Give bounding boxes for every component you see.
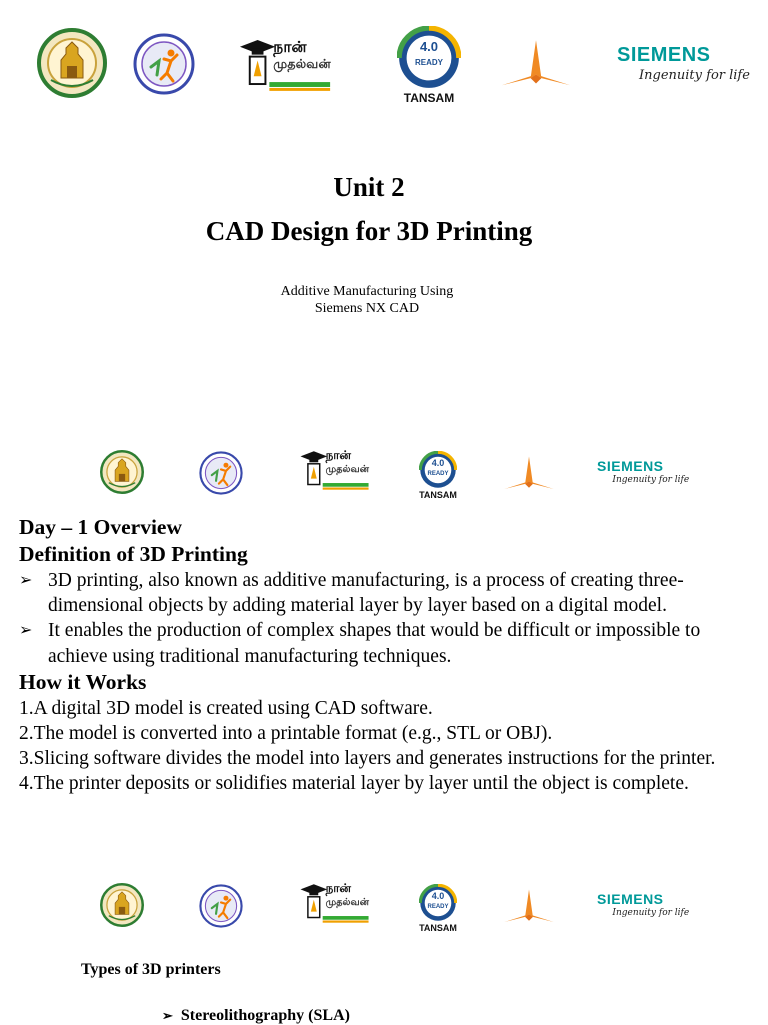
govt-seal-logo [100, 450, 144, 494]
subtitle-line-1: Additive Manufacturing Using [280, 284, 454, 299]
naan-text: நான் [325, 881, 351, 896]
govt-seal-logo [100, 883, 144, 927]
tansam-badge-word: READY [427, 470, 449, 477]
siemens-wordmark: SIEMENS [597, 458, 664, 474]
tansam-logo [397, 26, 461, 105]
skill-development-logo [199, 884, 243, 928]
skill-development-logo [199, 451, 243, 495]
govt-seal-logo [37, 28, 107, 98]
arrow-bullet-icon: ➢ [162, 1008, 173, 1023]
tansam-label: TANSAM [403, 91, 455, 105]
arrow-bullet-icon: ➢ [19, 622, 33, 640]
definition-heading: Definition of 3D Printing [19, 542, 248, 566]
mudhalvan-text: முதல்வன் [273, 56, 331, 72]
tansam-badge-number: 4.0 [431, 891, 445, 902]
siemens-wordmark: SIEMENS [597, 891, 664, 907]
tidco-logo [503, 452, 555, 504]
subtitle-line-2: Siemens NX CAD [314, 301, 420, 316]
mudhalvan-text: முதல்வன் [325, 897, 370, 909]
naan-text: நான் [273, 36, 307, 56]
cover-subtitle [0, 283, 734, 317]
types-item-text: Stereolithography (SLA) [180, 1007, 350, 1024]
siemens-logo [597, 458, 689, 485]
definition-bullet [19, 618, 749, 668]
naan-mudhalvan-logo [299, 449, 373, 493]
unit-title: CAD Design for 3D Printing [205, 216, 533, 246]
definition-bullet [19, 568, 749, 618]
tidco-logo [503, 885, 555, 937]
unit-heading: Unit 2 [333, 172, 405, 202]
logo-row-middle [0, 440, 768, 500]
overview-section [19, 514, 749, 797]
types-heading: Types of 3D printers [81, 961, 221, 978]
skill-development-logo [133, 33, 195, 95]
tansam-label: TANSAM [419, 490, 457, 500]
tansam-badge-number: 4.0 [419, 39, 439, 55]
step-item: 1.A digital 3D model is created using CAD software. [19, 697, 433, 719]
siemens-tagline: Ingenuity for life [612, 908, 690, 918]
tansam-badge-word: READY [414, 58, 443, 68]
arrow-bullet-icon: ➢ [19, 572, 33, 589]
day-heading: Day – 1 Overview [19, 515, 183, 539]
bullet-text: 3D printing, also known as additive manufacturing, is a process of creating three-dimensional objects by adding material layer by layer based on a digital model. [48, 570, 684, 617]
step-item: 4.The printer deposits or solidifies material layer by layer until the object is complete. [19, 773, 689, 795]
tansam-logo [419, 884, 457, 933]
siemens-wordmark: SIEMENS [617, 44, 711, 66]
mudhalvan-text: முதல்வன் [325, 464, 370, 476]
tidco-logo [500, 34, 572, 106]
naan-text: நான் [325, 448, 351, 463]
tansam-badge-word: READY [427, 903, 449, 910]
siemens-tagline: Ingenuity for life [612, 475, 690, 485]
siemens-tagline: Ingenuity for life [639, 68, 750, 83]
siemens-logo [597, 891, 689, 918]
siemens-logo [617, 44, 750, 83]
tansam-label: TANSAM [419, 923, 457, 933]
types-list-item [162, 1007, 350, 1025]
how-it-works-heading: How it Works [19, 669, 147, 694]
naan-mudhalvan-logo [238, 37, 336, 96]
logo-row-top [0, 0, 768, 110]
step-item: 2.The model is converted into a printable format (e.g., STL or OBJ). [19, 723, 553, 745]
naan-mudhalvan-logo [299, 882, 373, 926]
tansam-logo [419, 451, 457, 500]
logo-row-bottom [0, 873, 768, 933]
step-item: 3.Slicing software divides the model into layers and generates instructions for the printer. [19, 748, 716, 770]
bullet-text: It enables the production of complex shapes that would be difficult or impossible to achieve using traditional manufacturing techniques. [48, 620, 701, 667]
tansam-badge-number: 4.0 [431, 458, 445, 469]
